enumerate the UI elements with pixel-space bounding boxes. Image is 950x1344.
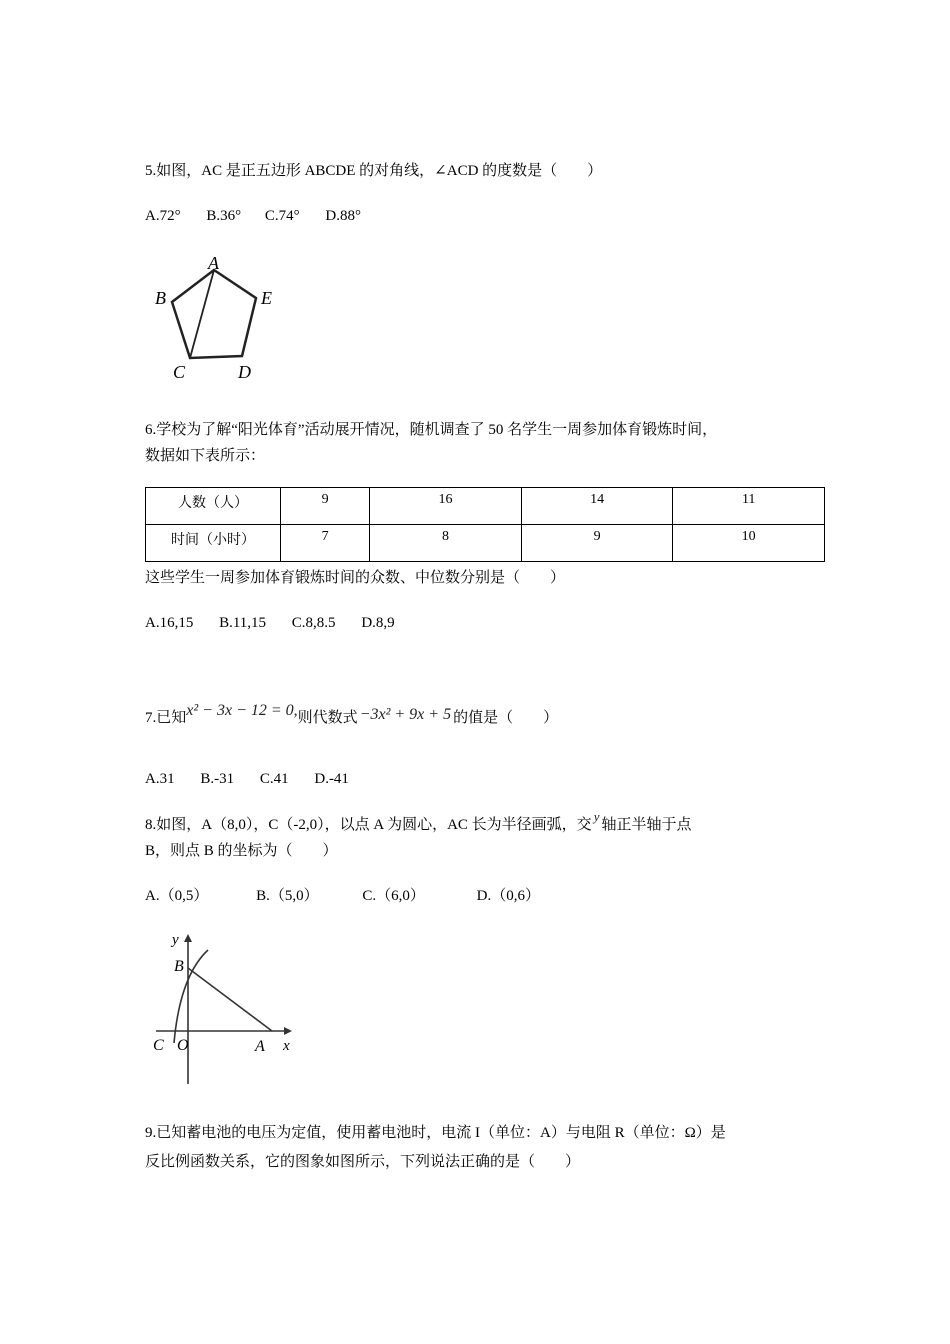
q6-option-b: B.11,15 <box>219 615 267 631</box>
y-axis-arrow <box>184 934 192 942</box>
label-x: x <box>283 1038 290 1054</box>
q8-option-d: D.（0,6） <box>476 888 540 904</box>
q5-option-d: D.88° <box>325 208 361 224</box>
q6-data-table <box>145 487 825 562</box>
q6-stem-line2: 数据如下表所示： <box>145 448 266 464</box>
label-b: B <box>174 958 184 975</box>
table-cell: 8 <box>370 525 522 562</box>
label-a: A <box>208 253 219 273</box>
label-c: C <box>153 1037 164 1054</box>
label-d: D <box>238 362 251 382</box>
q5-stem: 5.如图，AC 是正五边形 ABCDE 的对角线，∠ACD 的度数是（ ） <box>145 163 603 179</box>
table-row <box>146 488 825 525</box>
q8-y-symbol: y <box>593 809 600 824</box>
q5-option-b: B.36° <box>206 208 242 224</box>
q6-question: 这些学生一周参加体育锻炼时间的众数、中位数分别是（ ） <box>145 570 566 586</box>
q7-option-a: A.31 <box>145 771 175 787</box>
q7-equation: x² − 3x − 12 = 0, <box>186 702 298 719</box>
table-cell: 7 <box>281 525 370 562</box>
q8-stem-part-b: 轴正半轴于点 <box>601 817 692 833</box>
x-axis-arrow <box>284 1027 292 1035</box>
label-a: A <box>255 1038 265 1055</box>
q5-options <box>145 203 361 229</box>
segment-ab <box>188 968 272 1031</box>
label-e: E <box>261 288 272 308</box>
q8-stem-line2: B，则点 B 的坐标为（ ） <box>145 843 338 859</box>
q7-option-b: B.-31 <box>200 771 235 787</box>
q8-option-c: C.（6,0） <box>362 888 425 904</box>
q8-option-a: A.（0,5） <box>145 888 209 904</box>
pentagon-shape <box>172 270 256 358</box>
q7-expression: −3x² + 9x + 5 <box>359 706 452 723</box>
table-header-time: 时间（小时） <box>146 525 281 562</box>
q7-option-c: C.41 <box>259 771 289 787</box>
diagonal-ac <box>190 270 214 358</box>
q7-option-d: D.-41 <box>314 771 349 787</box>
q7-stem <box>145 702 559 731</box>
label-b: B <box>155 288 166 308</box>
q8-stem-part-a: 8.如图，A（8,0），C（-2,0），以点 A 为圆心，AC 长为半径画弧，交 <box>145 817 592 833</box>
q6-option-d: D.8,9 <box>361 615 395 631</box>
label-o: O <box>177 1037 189 1054</box>
q7-suffix: 的值是（ ） <box>453 710 559 726</box>
q6-option-a: A.16,15 <box>145 615 194 631</box>
q9-stem-line1: 9.已知蓄电池的电压为定值，使用蓄电池时，电流 I（单位：A）与电阻 R（单位：Ω）是 <box>145 1125 726 1141</box>
pentagon-figure <box>150 252 290 384</box>
table-cell: 11 <box>673 488 825 525</box>
label-c: C <box>173 362 186 382</box>
q8-stem-line1 <box>145 809 692 838</box>
q5-option-c: C.74° <box>264 208 300 224</box>
q8-option-b: B.（5,0） <box>256 888 319 904</box>
q6-options <box>145 610 395 636</box>
table-cell: 16 <box>370 488 522 525</box>
table-row <box>146 525 825 562</box>
table-header-count: 人数（人） <box>146 488 281 525</box>
table-cell: 14 <box>521 488 673 525</box>
q9-stem-line2: 反比例函数关系，它的图象如图所示，下列说法正确的是（ ） <box>145 1154 581 1170</box>
q6-option-c: C.8,8.5 <box>291 615 336 631</box>
q8-options <box>145 883 540 909</box>
table-cell: 10 <box>673 525 825 562</box>
coordinate-figure <box>150 928 310 1090</box>
q6-stem-line1: 6.学校为了解“阳光体育”活动展开情况，随机调查了 50 名学生一周参加体育锻炼时间， <box>145 422 718 438</box>
q7-middle: 则代数式 <box>297 710 358 726</box>
q7-options <box>145 766 349 792</box>
table-cell: 9 <box>281 488 370 525</box>
table-cell: 9 <box>521 525 673 562</box>
q7-prefix: 7.已知 <box>145 710 187 726</box>
q5-option-a: A.72° <box>145 208 181 224</box>
label-y: y <box>172 932 179 948</box>
